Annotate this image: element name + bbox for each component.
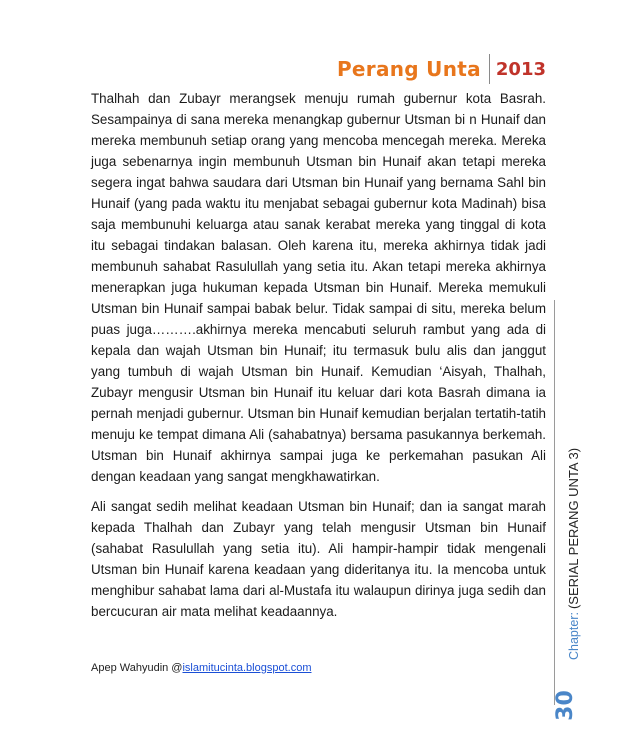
- sidebar-divider: [554, 300, 555, 705]
- chapter-name: (SERIAL PERANG UNTA 3): [566, 447, 581, 610]
- footer-author: Apep Wahyudin @: [91, 662, 183, 674]
- book-title: Perang Unta: [336, 57, 481, 81]
- paragraph-1: Thalhah dan Zubayr merangsek menuju rumah gubernur kota Basrah. Sesampainya di sana mereka menangkap gubernur Utsman bi n Hunaif dan mereka membunuh setiap orang yang mencoba mencegah mereka. Mereka juga sebenarnya ingin membunuh Utsman bin Hunaif akan tetapi mereka segera ingat bahwa saudara dari Utsman bin Hunaif yang bernama Sahl bin Hunaif (yang pada waktu itu menjabat sebagai gubernur kota Madinah) bisa saja membunuhi keluarga atau sanak kerabat mereka yang tinggal di kota itu sebagai tindakan balasan. Oleh karena itu, mereka akhirnya tidak jadi membunuh sahabat Rasulullah yang setia itu. Akan tetapi mereka akhirnya menerapkan juga hukuman kepada Utsman bin Hunaif. Mereka memukuli Utsman bin Hunaif sampai babak belur. Tidak sampai di situ, mereka belum puas juga……….akhirnya mereka mencabuti seluruh rambut yang ada di kepala dan wajah Utsman bin Hunaif; itu termasuk bulu alis dan janggut yang tumbuh di wajah Utsman bin Hunaif. Kemudian ‘Aisyah, Thalhah, Zubayr mengusir Utsman bin Hunaif itu keluar dari kota Basrah dimana ia pernah menjadi gubernur. Utsman bin Hunaif kemudian berjalan tertatih-tatih menuju ke tempat dimana Ali (sahabatnya) bersama pasukannya berkemah. Utsman bin Hunaif akhirnya sampai juga ke perkemahan pasukan Ali dengan keadaan yang sangat mengkhawatirkan.: [91, 91, 546, 484]
- chapter-prefix: Chapter:: [566, 612, 581, 660]
- paragraph-2: Ali sangat sedih melihat keadaan Utsman bin Hunaif; dan ia sangat marah kepada Thalhah dan Zubayr yang telah mengusir Utsman bin Hunaif (sahabat Rasulullah yang setia itu). Ali hampir-hampir tidak mengenali Utsman bin Hunaif karena keadaan yang dideritanya itu. Ia mencoba untuk menghibur sahabat lama dari al-Mustafa itu walaupun dirinya juga sedih dan bercucuran air mata melihat keadaannya.: [91, 499, 546, 619]
- chapter-label: [566, 300, 581, 660]
- page-number: [552, 688, 578, 722]
- page-number-text: 30: [552, 689, 578, 721]
- page-footer: [91, 662, 312, 674]
- book-year: 2013: [495, 58, 546, 80]
- page-header: [337, 54, 546, 84]
- footer-blog-link[interactable]: islamitucinta.blogspot.com: [182, 662, 312, 674]
- body-text: [91, 88, 546, 622]
